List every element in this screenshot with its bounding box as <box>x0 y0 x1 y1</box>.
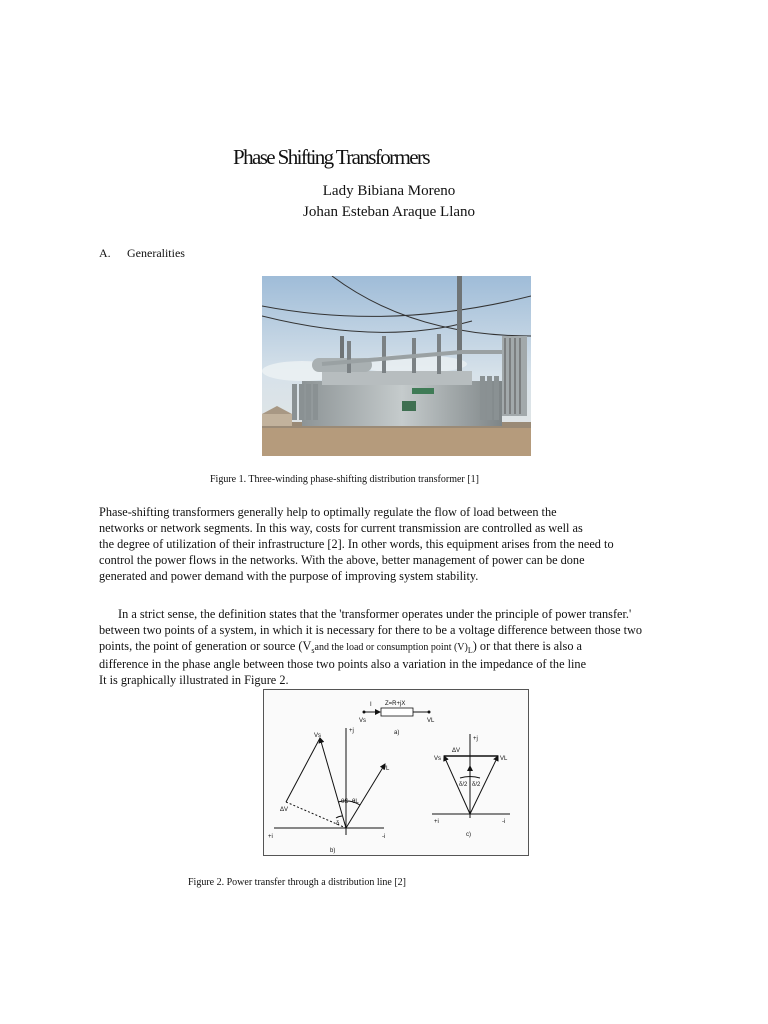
paragraph-line: between two points of a system, in which it is necessary for there to be a voltage difference between those two <box>99 623 643 637</box>
transformer-illustration <box>262 276 531 456</box>
document-title: Phase Shifting Transformers <box>233 145 429 169</box>
section-title: Generalities <box>127 246 185 260</box>
plus-i-c-label: +i <box>434 819 439 825</box>
paragraph-line: the degree of utilization of their infrastructure [2]. In other words, this equipment arises from the need to <box>99 537 614 551</box>
phasor-diagram <box>263 689 529 856</box>
transformer-photo <box>262 276 531 456</box>
paragraph-line: generated and power demand with the purpose of improving system stability. <box>99 569 479 583</box>
paragraph-line: control the power flows in the networks. With the above, better management of power can be done <box>99 553 585 567</box>
minus-i-label: -i <box>382 834 386 840</box>
delta-label: δ <box>336 821 340 827</box>
plus-j-label: +j <box>349 728 354 734</box>
vl-c-label: VL <box>500 756 508 762</box>
delta-v-c-label: ΔV <box>452 748 461 754</box>
delta-half-left-label: δ/2 <box>459 782 468 788</box>
text-span: ) or that there is also a <box>472 639 583 653</box>
text-span: and the load or consumption point (V) <box>314 642 468 653</box>
paragraph-line: networks or network segments. In this way, costs for current transmission are controlled as well as <box>99 521 583 535</box>
vs-phasor-label: Vs <box>314 733 322 739</box>
vl-label: VL <box>427 718 435 724</box>
author-name: Lady Bibiana Moreno <box>322 183 456 199</box>
figure-caption: Figure 1. Three-winding phase-shifting distribution transformer [1] <box>210 474 479 485</box>
section-number: A. <box>99 246 111 260</box>
subscript: s <box>311 646 315 655</box>
phasor-b <box>274 728 385 835</box>
section-heading <box>99 246 185 261</box>
delta-v-label: ΔV <box>280 807 289 813</box>
phasor-diagram-svg <box>264 690 528 855</box>
impedance-label: Z=R+jX <box>385 701 406 707</box>
theta-l-label: θL <box>352 799 359 805</box>
vs-c-label: Vs <box>434 756 442 762</box>
vl-phasor-label: VL <box>382 766 390 772</box>
body-paragraph <box>99 504 614 584</box>
paragraph-line: Phase-shifting transformers generally help to optimally regulate the flow of load between the <box>99 505 557 519</box>
theta-s-label: θS <box>341 799 349 805</box>
line-schematic <box>359 701 435 736</box>
author-name: Johan Esteban Araque Llano <box>302 204 476 220</box>
current-label: I <box>370 702 372 708</box>
vs-label: Vs <box>359 718 367 724</box>
delta-half-right-label: δ/2 <box>472 782 481 788</box>
paragraph-line: difference in the phase angle between those two points also a variation in the impedance of the line <box>99 657 587 671</box>
part-c-label: c) <box>466 832 471 838</box>
plus-j-c-label: +j <box>473 736 478 742</box>
paragraph-line <box>99 638 642 656</box>
paragraph-line: It is graphically illustrated in Figure 2. <box>99 673 289 687</box>
part-b-label: b) <box>330 848 336 854</box>
figure-caption: Figure 2. Power transfer through a distribution line [2] <box>188 877 407 888</box>
minus-i-c-label: -i <box>502 819 506 825</box>
part-a-label: a) <box>394 730 400 736</box>
phasor-c <box>432 734 510 818</box>
subscript: L <box>467 646 473 655</box>
text-span: points, the point of generation or source (V <box>99 639 312 653</box>
body-paragraph <box>99 606 642 688</box>
paragraph-line: In a strict sense, the definition states that the 'transformer operates under the principle of power transfer.' <box>118 607 632 621</box>
plus-i-label: +i <box>268 834 273 840</box>
